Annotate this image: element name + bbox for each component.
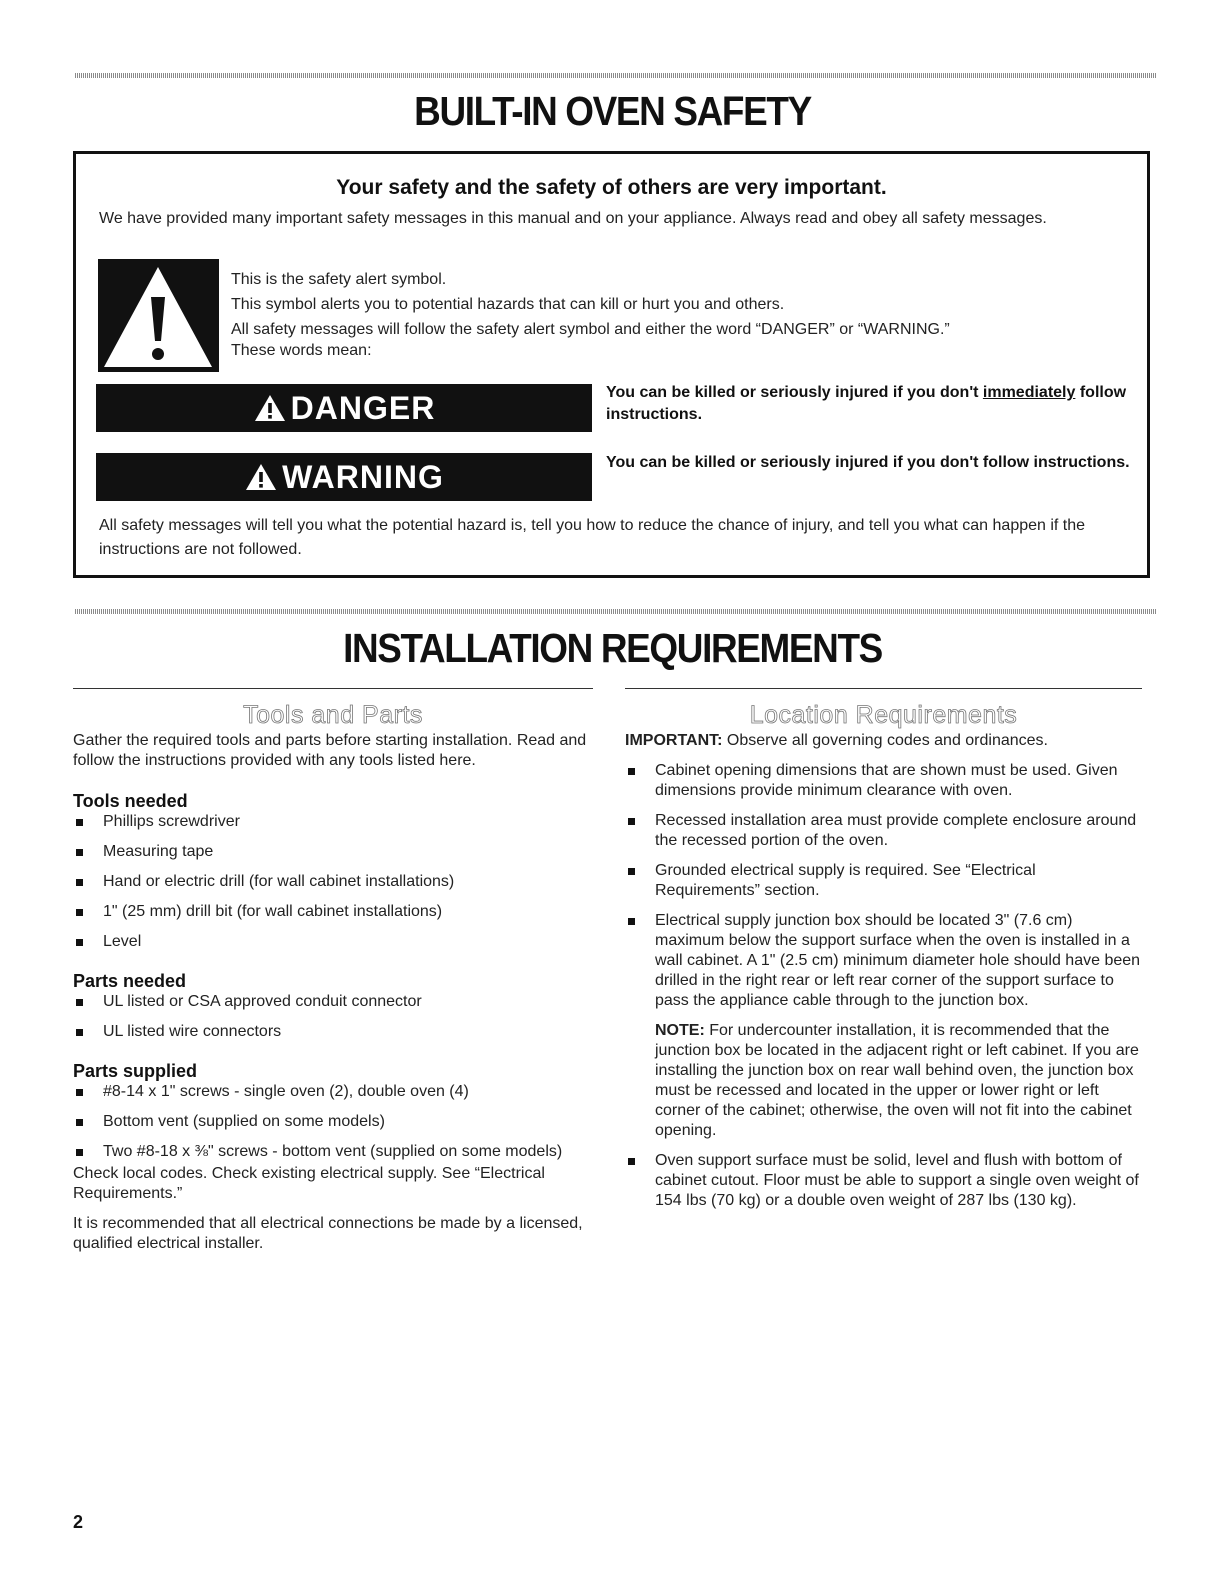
list-item: Level <box>73 932 593 952</box>
note-label: NOTE: <box>655 1022 705 1039</box>
tools-needed-list <box>73 812 593 952</box>
danger-alert-icon <box>253 393 287 423</box>
tools-and-parts-section <box>73 688 593 1254</box>
important-note: IMPORTANT: Observe all governing codes and ordinances. <box>625 732 1048 749</box>
safety-heading: BUILT-IN OVEN SAFETY <box>414 88 811 134</box>
safety-alert-icon <box>98 259 219 372</box>
important-label: IMPORTANT: <box>625 732 723 749</box>
danger-label: DANGER <box>290 389 436 426</box>
warning-banner <box>96 453 592 501</box>
tools-needed-heading: Tools needed <box>73 791 188 811</box>
safety-footer: All safety messages will tell you what the potential hazard is, tell you how to reduce the chance of injury, and tell you what can happen if the instructions are not followed. <box>99 517 1086 558</box>
list-item: Hand or electric drill (for wall cabinet installations) <box>73 872 593 892</box>
parts-supplied-heading: Parts supplied <box>73 1061 198 1081</box>
list-item: Electrical supply junction box should be located 3" (7.6 cm) maximum below the support surface when the oven is installed in a wall cabinet. A 1" (2.5 cm) minimum diameter hole should have been drilled in the right rear or left rear corner of the support surface to pass the appliance cable through to the junction box. <box>625 911 1142 1011</box>
list-item: #8-14 x 1" screws - single oven (2), double oven (4) <box>73 1082 593 1102</box>
section-rule <box>625 688 1142 689</box>
safety-intro: We have provided many important safety messages in this manual and on your appliance. Always read and obey all safety messages. <box>99 210 1047 227</box>
list-item: Measuring tape <box>73 842 593 862</box>
alert-explanation <box>231 267 1111 363</box>
alert-line: This symbol alerts you to potential hazards that can kill or hurt you and others. <box>231 296 785 313</box>
location-section-title: Location Requirements <box>749 701 1018 729</box>
safety-box <box>73 151 1150 578</box>
parts-supplied-list <box>73 1082 593 1162</box>
warning-label: WARNING <box>282 458 444 495</box>
list-item: Phillips screwdriver <box>73 812 593 832</box>
list-item: Grounded electrical supply is required. See “Electrical Requirements” section. <box>625 861 1142 901</box>
danger-emphasis: immediately <box>982 384 1076 401</box>
list-item: Bottom vent (supplied on some models) <box>73 1112 593 1132</box>
location-list <box>625 761 1142 1011</box>
alert-line: All safety messages will follow the safety alert symbol and either the word “DANGER” or “WARNING.” <box>231 321 950 338</box>
alert-line: These words mean: <box>231 342 372 359</box>
tools-section-title: Tools and Parts <box>243 701 423 729</box>
parts-needed-list <box>73 992 593 1042</box>
danger-banner <box>96 384 592 432</box>
section-rule <box>73 688 593 689</box>
location-list-continued <box>625 1151 1142 1211</box>
list-item: Oven support surface must be solid, level and flush with bottom of cabinet cutout. Floor must be able to support a single oven weight of 154 lbs (70 kg) or a double oven weight of 287 lbs (130 kg). <box>625 1151 1142 1211</box>
parts-needed-heading: Parts needed <box>73 971 187 991</box>
warning-alert-icon <box>244 462 278 492</box>
list-item: Two #8-18 x ⅜" screws - bottom vent (supplied on some models) <box>73 1142 593 1162</box>
check-codes-note: Check local codes. Check existing electrical supply. See “Electrical Requirements.” <box>73 1165 545 1202</box>
location-requirements-section <box>625 688 1142 1211</box>
list-item: Recessed installation area must provide complete enclosure around the recessed portion of the oven. <box>625 811 1142 851</box>
warning-description: You can be killed or seriously injured if you don't follow instructions. <box>606 454 1130 471</box>
top-divider <box>75 73 1157 78</box>
danger-description: You can be killed or seriously injured if you don't immediately follow instructions. <box>606 384 1127 423</box>
list-item: UL listed wire connectors <box>73 1022 593 1042</box>
list-item: Cabinet opening dimensions that are shown must be used. Given dimensions provide minimum clearance with oven. <box>625 761 1142 801</box>
electrical-installer-note: It is recommended that all electrical connections be made by a licensed, qualified electrical installer. <box>73 1215 583 1252</box>
tools-intro: Gather the required tools and parts before starting installation. Read and follow the instructions provided with any tools listed here. <box>73 732 587 769</box>
list-item: UL listed or CSA approved conduit connector <box>73 992 593 1012</box>
safety-box-title: Your safety and the safety of others are very important. <box>336 176 887 199</box>
mid-divider <box>75 609 1157 614</box>
page-number: 2 <box>73 1512 84 1532</box>
alert-line: This is the safety alert symbol. <box>231 271 447 288</box>
list-item: 1" (25 mm) drill bit (for wall cabinet installations) <box>73 902 593 922</box>
installation-heading: INSTALLATION REQUIREMENTS <box>343 625 882 671</box>
undercounter-note: NOTE: For undercounter installation, it is recommended that the junction box be located in the adjacent right or left cabinet. If you are installing the junction box on rear wall behind oven, the junction box must be recessed and located in the upper or lower right or left corner of the cabinet; otherwise, the oven will not fit into the cabinet opening. <box>655 1022 1139 1139</box>
